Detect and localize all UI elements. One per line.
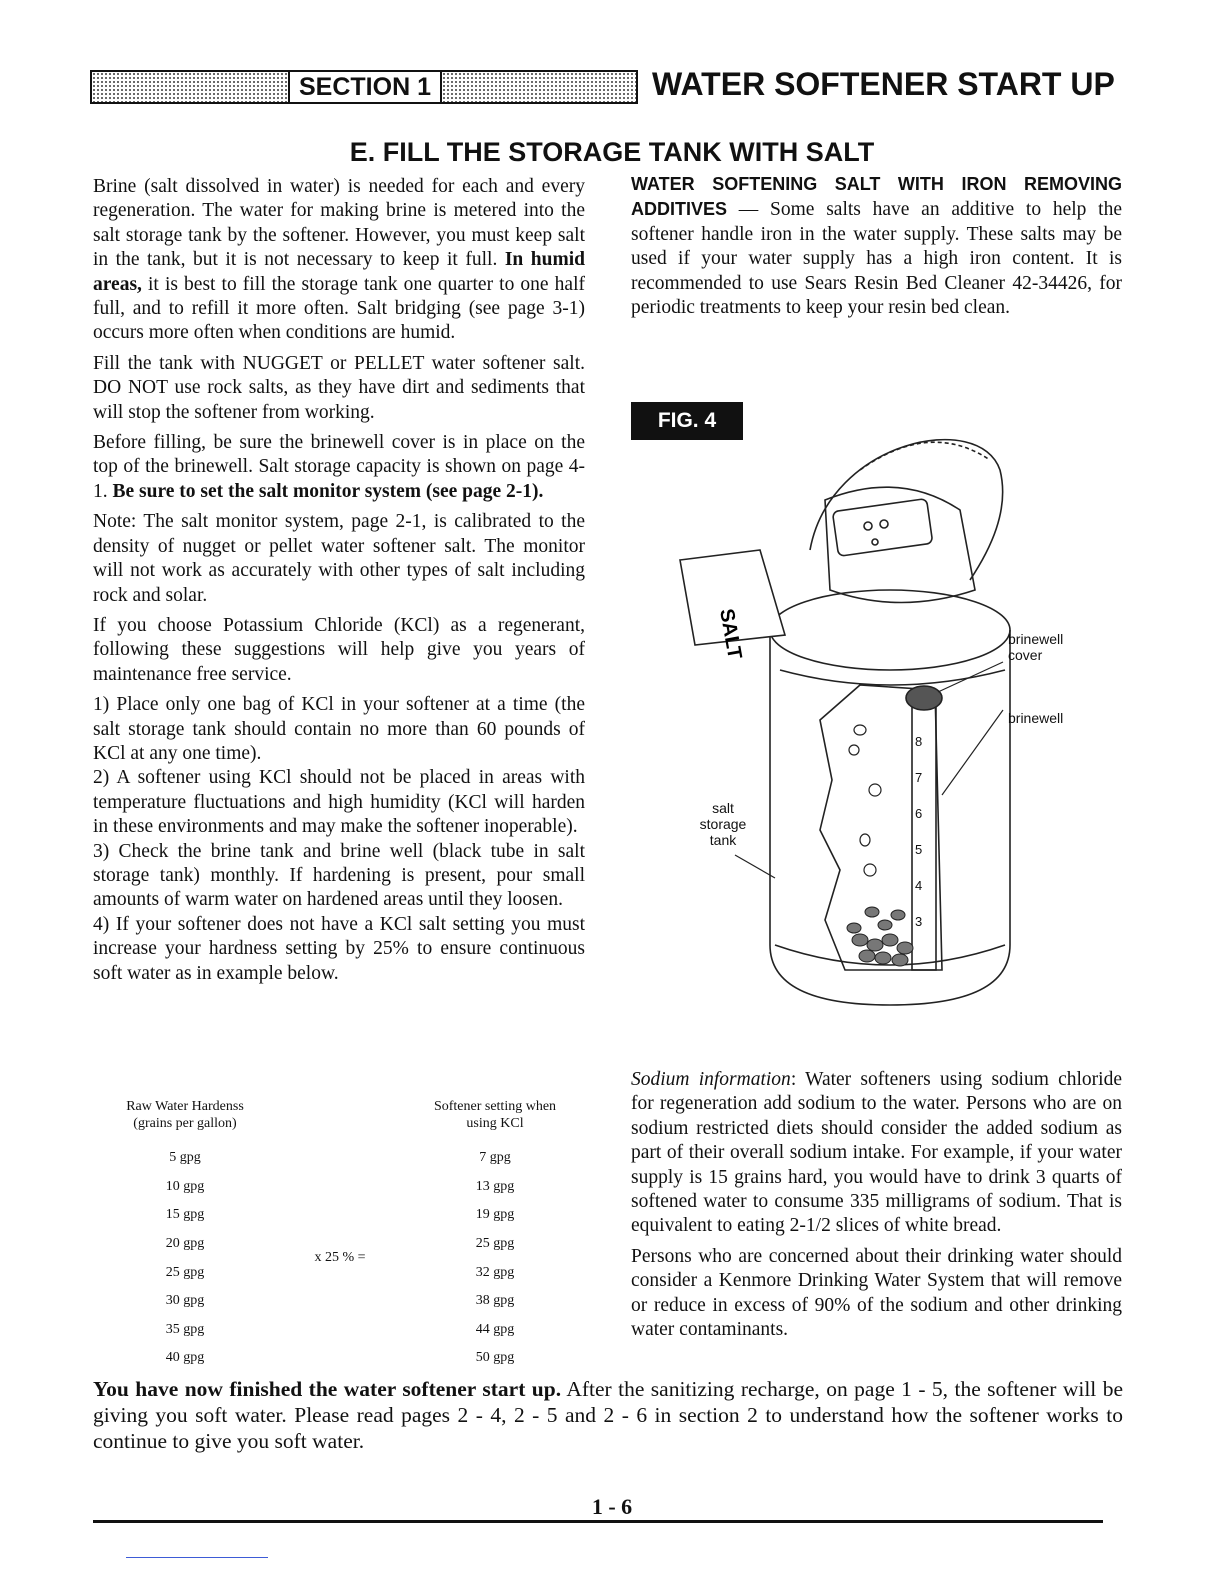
scale-mark-7: 7 xyxy=(915,770,923,785)
label-brinewell-cover: brinewell cover xyxy=(1008,631,1064,663)
table-row xyxy=(100,1173,580,1202)
closing-paragraph: You have now finished the water softener start up. After the sanitizing recharge, on page 1 - 5, the softener will be giving you soft water. Please read pages 2 - 4, 2 - 5 and 2 - 6 in section 2 to understand how the softener works to continue to give you soft water. xyxy=(93,1377,1123,1453)
right-column-top xyxy=(631,172,1122,326)
kcl-item-1: 1) Place only one bag of KCl in your softener at a time (the salt storage tank should contain no more than 60 pounds of KCl at any one time). xyxy=(93,694,585,764)
table-row xyxy=(100,1344,580,1373)
section-label: SECTION 1 xyxy=(290,70,440,104)
footer-link-underline xyxy=(126,1557,268,1558)
label-salt-storage-tank: salt storage tank xyxy=(699,800,747,848)
scale-mark-8: 8 xyxy=(915,734,923,749)
raw-hardness-cell: 10 gpg xyxy=(165,1178,205,1194)
paragraph-drinking-water: Persons who are concerned about their drinking water should consider a Kenmore Drinking Water System that will remove or reduce in excess of 90% of the sodium and other drinking water contaminants. xyxy=(631,1245,1122,1341)
label-brinewell: brinewell xyxy=(1008,710,1064,726)
scale-mark-3: 3 xyxy=(915,914,923,929)
kcl-setting-cell: 38 gpg xyxy=(475,1293,515,1309)
kcl-setting-cell: 50 gpg xyxy=(475,1350,515,1366)
table-row xyxy=(100,1230,580,1259)
raw-hardness-cell: 30 gpg xyxy=(165,1293,205,1309)
paragraph-note: Note: The salt monitor system, page 2-1, is calibrated to the density of nugget or pellet water softener salt. The monitor will not work as accurately with other types of salt including rock and solar. xyxy=(93,511,585,606)
paragraph-before-filling: Before filling, be sure the brinewell cover is in place on the top of the brinewell. Salt storage capacity is shown on page 4-1. Be sure to set the salt monitor system (see page 2-1). xyxy=(93,432,585,502)
raw-hardness-cell: 15 gpg xyxy=(165,1207,205,1223)
header-pattern-right xyxy=(440,70,638,104)
raw-hardness-cell: 25 gpg xyxy=(165,1264,205,1280)
right-column-bottom xyxy=(631,1068,1122,1348)
paragraph-kcl: If you choose Potassium Chloride (KCl) as a regenerant, following these suggestions will help give you years of maintenance free service. xyxy=(93,614,585,685)
footer-rule xyxy=(93,1520,1103,1523)
scale-mark-6: 6 xyxy=(915,806,923,821)
multiplier-cell: x 25 % = xyxy=(314,1250,366,1266)
kcl-setting-cell: 7 gpg xyxy=(479,1150,511,1166)
page-number: 1 - 6 xyxy=(591,1494,633,1519)
raw-hardness-cell: 5 gpg xyxy=(169,1150,201,1166)
kcl-item-3: 3) Check the brine tank and brine well (black tube in salt storage tank) monthly. If hardening is present, pour small amounts of warm water on hardened areas until they loosen. xyxy=(93,840,585,911)
paragraph-salt-type: Fill the tank with NUGGET or PELLET water softener salt. DO NOT use rock salts, as they have dirt and sediments that will stop the softener from working. xyxy=(93,352,585,423)
paragraph-sodium: Sodium information: Water softeners using sodium chloride for regeneration add sodium to the water. Persons who are on sodium restricted diets should consider the added sodium as part of their overall sodium intake. For example, if your water supply is 15 grains hard, you would have to drink 3 quarts of softened water to consume 335 milligrams of sodium. That is equivalent to eating 2-1/2 slices of white bread. xyxy=(631,1069,1122,1237)
section-subtitle: E. FILL THE STORAGE TANK WITH SALT xyxy=(349,137,875,167)
paragraph-brine: Brine (salt dissolved in water) is needed for each and every regeneration. The water for making brine is metered into the salt storage tank by the softener. However, you must keep salt in the tank, but it is not necessary to keep it full. In humid areas, it is best to fill the storage tank one quarter to one half full, and to refill it more often. Salt bridging (see page 3-1) occurs more often when conditions are humid. xyxy=(93,176,585,344)
table-header-raw: Raw Water Hardenss (grains per gallon) xyxy=(126,1099,244,1131)
kcl-setting-cell: 32 gpg xyxy=(475,1264,515,1280)
left-column xyxy=(93,175,585,986)
table-row xyxy=(100,1201,580,1230)
scale-mark-4: 4 xyxy=(915,878,923,893)
figure-label: FIG. 4 xyxy=(631,402,743,440)
raw-hardness-cell: 40 gpg xyxy=(165,1350,205,1366)
table-header-kcl: Softener setting when using KCl xyxy=(433,1099,557,1131)
kcl-hardness-table xyxy=(100,1098,580,1373)
section-header-band xyxy=(90,70,638,104)
scale-mark-5: 5 xyxy=(915,842,923,857)
kcl-item-2: 2) A softener using KCl should not be placed in areas with temperature fluctuations and high humidity (KCl will harden in these environments and may make the softener inoperable). xyxy=(93,767,585,838)
kcl-setting-cell: 44 gpg xyxy=(475,1321,515,1337)
kcl-setting-cell: 13 gpg xyxy=(475,1178,515,1194)
kcl-item-4: 4) If your softener does not have a KCl salt setting you must increase your hardness setting by 25% to ensure continuous soft water as in example below. xyxy=(93,913,585,984)
bag-salt-text: SALT xyxy=(715,607,746,661)
kcl-setting-cell: 19 gpg xyxy=(475,1207,515,1223)
raw-hardness-cell: 35 gpg xyxy=(165,1321,205,1337)
table-row xyxy=(100,1287,580,1316)
table-row xyxy=(100,1316,580,1345)
table-header-row xyxy=(100,1098,580,1144)
page-title: WATER SOFTENER START UP xyxy=(652,66,1115,102)
table-row xyxy=(100,1144,580,1173)
raw-hardness-cell: 20 gpg xyxy=(165,1236,205,1252)
kcl-setting-cell: 25 gpg xyxy=(475,1236,515,1252)
paragraph-iron-additives: WATER SOFTENING SALT WITH IRON REMOVING ADDITIVES — Some salts have an additive to help the softener handle iron in the water supply. These salts may be used if your water supply has a high iron content. It is recommended to use Sears Resin Bed Cleaner 42-34426, for periodic treatments to keep your resin bed clean. xyxy=(631,174,1122,319)
header-pattern-left xyxy=(90,70,290,104)
